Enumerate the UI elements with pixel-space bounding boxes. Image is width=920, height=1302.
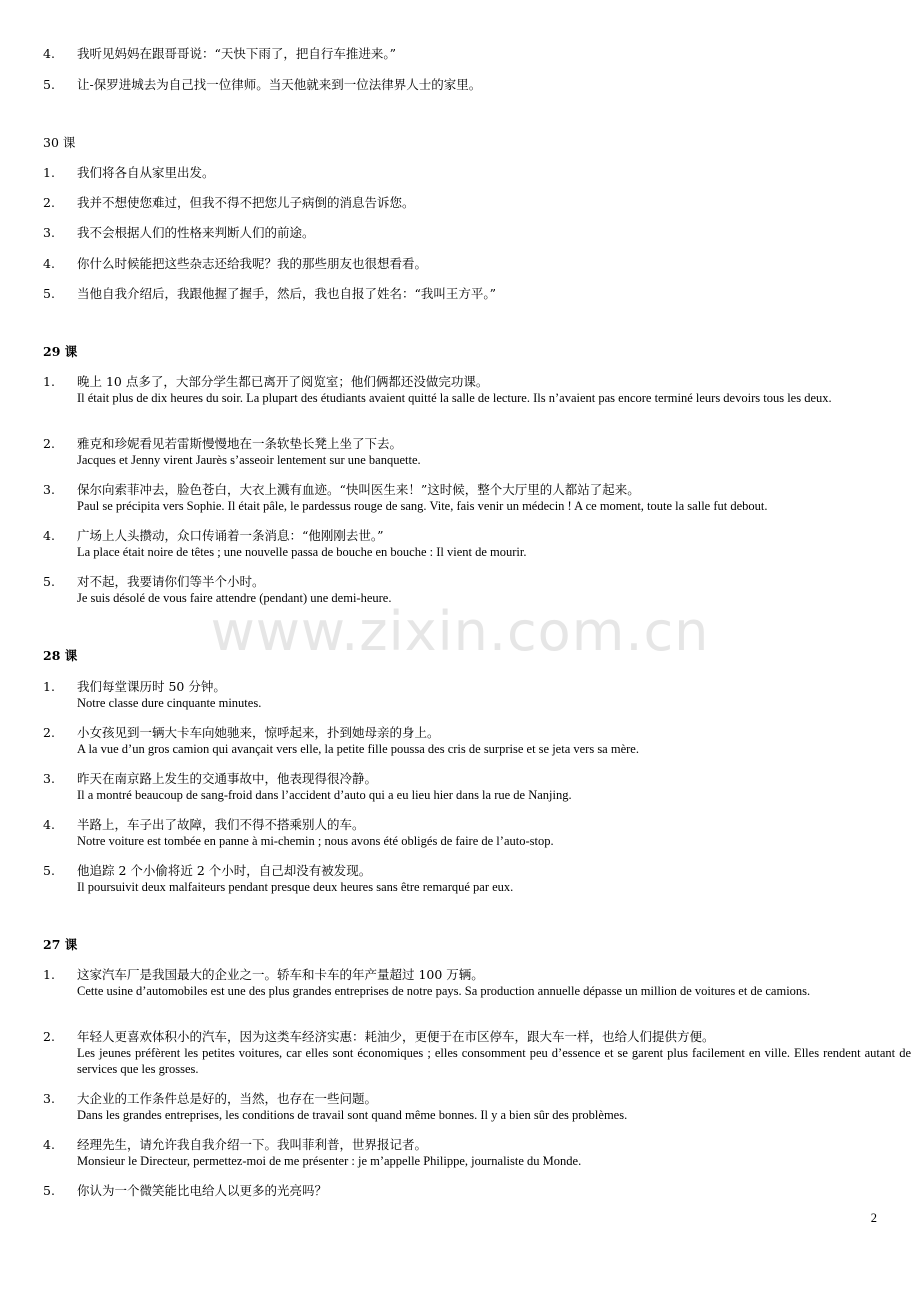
french-translation: Les jeunes préfèrent les petites voitures, car elles sont économiques ; elles consomment peu d’essence et se garent plus facilement en ville. Elles rendent autant de services que les grosses. [77,1046,911,1076]
list-item [43,194,877,211]
french-translation: Monsieur le Directeur, permettez-moi de me présenter : je m’appelle Philippe, journaliste du Monde. [77,1154,582,1168]
lesson-heading: 27 课 [43,937,78,952]
french-translation: Cette usine d’automobiles est une des plus grandes entreprises de notre pays. Sa production annuelle dépasse un million de voitures et de camions. [77,984,811,998]
chinese-sentence: 昨天在南京路上发生的交通事故中，他表现得很冷静。 [77,771,378,786]
item-number: 3. [43,1091,55,1106]
item-number: 3. [43,771,55,786]
item-number: 2. [43,1029,55,1044]
list-item [43,285,877,302]
list-item [43,76,877,93]
item-number: 1. [43,679,55,694]
item-number: 2. [43,195,55,210]
item-number: 4. [43,256,55,271]
french-translation: Je suis désolé de vous faire attendre (pendant) une demi-heure. [77,591,392,605]
lesson-heading: 30 课 [43,135,76,150]
item-number: 5. [43,1183,55,1198]
item-number: 4. [43,46,55,61]
watermark: www.zixin.com.cn [210,600,710,663]
french-translation: Jacques et Jenny virent Jaurès s’asseoir lentement sur une banquette. [77,453,421,467]
list-item [43,224,877,241]
list-item [43,816,911,849]
item-number: 2. [43,436,55,451]
chinese-sentence: 广场上人头攒动，众口传诵着一条消息：“他刚刚去世。” [77,528,384,543]
chinese-sentence: 当他自我介绍后，我跟他握了握手，然后，我也自报了姓名：“我叫王方平。” [77,286,497,301]
chinese-sentence: 我并不想使您难过，但我不得不把您儿子病倒的消息告诉您。 [77,195,415,210]
item-number: 3. [43,225,55,240]
list-item [43,573,911,606]
chinese-sentence: 我们将各自从家里出发。 [77,165,215,180]
item-number: 1. [43,967,55,982]
french-translation: Paul se précipita vers Sophie. Il était pâle, le pardessus rouge de sang. Vite, fais venir un médecin ! A ce moment, toute la salle fut debout. [77,499,768,513]
item-number: 5. [43,863,55,878]
item-number: 1. [43,374,55,389]
item-number: 4. [43,817,55,832]
item-number: 1. [43,165,55,180]
item-number: 3. [43,482,55,497]
chinese-sentence: 我听见妈妈在跟哥哥说：“天快下雨了，把自行车推进来。” [77,46,397,61]
list-item [43,435,911,468]
list-item [43,1090,911,1123]
list-item [43,255,877,272]
list-item [43,724,911,757]
chinese-sentence: 半路上，车子出了故障，我们不得不搭乘别人的车。 [77,817,365,832]
list-item [43,527,911,560]
chinese-sentence: 他追踪 2 个小偷将近 2 个小时，自己却没有被发现。 [77,863,372,878]
lesson-heading: 28 课 [43,648,78,663]
french-translation: Il était plus de dix heures du soir. La plupart des étudiants avaient quitté la salle de lecture. Ils n’avaient pas encore terminé leurs devoirs tous les deux. [77,391,832,405]
chinese-sentence: 让-保罗进城去为自己找一位律师。当天他就来到一位法律界人士的家里。 [77,77,482,92]
chinese-sentence: 你认为一个微笑能比电给人以更多的光亮吗？ [77,1183,328,1198]
item-number: 5. [43,574,55,589]
french-translation: A la vue d’un gros camion qui avançait vers elle, la petite fille poussa des cris de surprise et se jeta vers sa mère. [77,742,639,756]
list-item [43,164,877,181]
chinese-sentence: 雅克和珍妮看见若雷斯慢慢地在一条软垫长凳上坐了下去。 [77,436,403,451]
item-number: 4. [43,1137,55,1152]
list-item [43,678,911,711]
list-item [43,45,877,62]
chinese-sentence: 晚上 10 点多了，大部分学生都已离开了阅览室；他们俩都还没做完功课。 [77,374,489,389]
list-item [43,770,911,803]
chinese-sentence: 你什么时候能把这些杂志还给我呢？我的那些朋友也很想看看。 [77,256,428,271]
chinese-sentence: 这家汽车厂是我国最大的企业之一。轿车和卡车的年产量超过 100 万辆。 [77,967,484,982]
list-item [43,966,911,999]
lesson-heading: 29 课 [43,344,78,359]
list-item [43,1028,911,1077]
item-number: 5. [43,286,55,301]
page-number: 2 [870,1211,877,1225]
list-item [43,1136,911,1169]
list-item [43,1182,911,1199]
chinese-sentence: 年轻人更喜欢体积小的汽车，因为这类车经济实惠：耗油少，更便于在市区停车，跟大车一样，也给人们提供方便。 [77,1029,715,1044]
item-number: 5. [43,77,55,92]
chinese-sentence: 大企业的工作条件总是好的，当然，也存在一些问题。 [77,1091,378,1106]
item-number: 4. [43,528,55,543]
french-translation: Notre classe dure cinquante minutes. [77,696,262,710]
chinese-sentence: 经理先生，请允许我自我介绍一下。我叫菲利普，世界报记者。 [77,1137,428,1152]
french-translation: La place était noire de têtes ; une nouvelle passa de bouche en bouche : Il vient de mourir. [77,545,527,559]
list-item [43,373,911,406]
french-translation: Il poursuivit deux malfaiteurs pendant presque deux heures sans être remarqué par eux. [77,880,514,894]
french-translation: Notre voiture est tombée en panne à mi-chemin ; nous avons été obligés de faire de l’auto-stop. [77,834,554,848]
chinese-sentence: 小女孩见到一辆大卡车向她驰来，惊呼起来，扑到她母亲的身上。 [77,725,440,740]
chinese-sentence: 我不会根据人们的性格来判断人们的前途。 [77,225,315,240]
list-item [43,862,911,895]
chinese-sentence: 我们每堂课历时 50 分钟。 [77,679,226,694]
french-translation: Il a montré beaucoup de sang-froid dans l’accident d’auto qui a eu lieu hier dans la rue de Nanjing. [77,788,572,802]
french-translation: Dans les grandes entreprises, les conditions de travail sont quand même bonnes. Il y a bien sûr des problèmes. [77,1108,628,1122]
item-number: 2. [43,725,55,740]
chinese-sentence: 对不起，我要请你们等半个小时。 [77,574,265,589]
chinese-sentence: 保尔向索菲冲去，脸色苍白，大衣上溅有血迹。“快叫医生来！”这时候，整个大厅里的人都站了起来。 [77,482,640,497]
list-item [43,481,911,514]
